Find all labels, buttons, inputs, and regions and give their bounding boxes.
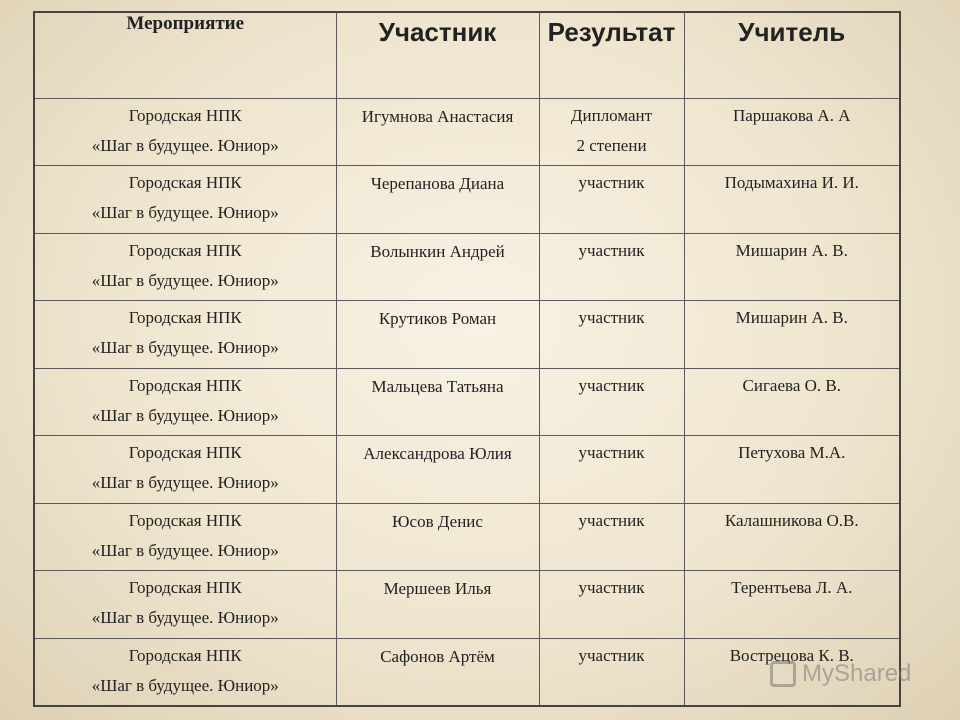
event-cell: [34, 301, 336, 369]
event-cell-text: «Шаг в будущее. Юниор»: [91, 473, 279, 492]
event-cell-text: Городская НПК: [128, 443, 242, 462]
event-cell: [34, 503, 336, 571]
event-cell-text: «Шаг в будущее. Юниор»: [91, 203, 279, 222]
myshared-logo-icon: [770, 661, 796, 687]
result-cell: [539, 571, 684, 639]
header-result: Результат: [539, 12, 684, 98]
participant-cell-text: Мершеев Илья: [383, 579, 492, 598]
header-row: [34, 12, 900, 98]
result-cell-text: 2 степени: [576, 135, 647, 155]
table-row: [34, 166, 900, 234]
event-cell-text: «Шаг в будущее. Юниор»: [91, 540, 279, 560]
result-cell: [539, 301, 684, 369]
result-cell-text: Дипломант: [570, 105, 653, 125]
event-cell-text: «Шаг в будущее. Юниор»: [91, 608, 279, 627]
teacher-cell-text: Паршакова А. А: [732, 105, 851, 125]
event-cell-text: Городская НПК: [128, 240, 242, 260]
teacher-cell-text: Вострецова К. В.: [729, 645, 854, 665]
result-cell-text: участник: [578, 308, 645, 327]
result-cell: [539, 436, 684, 504]
event-cell: [34, 98, 336, 166]
participant-cell: [336, 301, 539, 369]
header-teacher: Учитель: [684, 12, 900, 98]
teacher-cell-text: Сигаева О. В.: [742, 375, 841, 395]
results-table: [33, 11, 901, 707]
table-row: [34, 436, 900, 504]
teacher-cell-text: Терентьева Л. А.: [731, 578, 853, 597]
result-cell: [539, 503, 684, 571]
table-row: [34, 368, 900, 436]
event-cell: [34, 166, 336, 234]
result-cell-text: участник: [578, 173, 645, 192]
teacher-cell: [684, 301, 900, 369]
event-cell-text: «Шаг в будущее. Юниор»: [91, 675, 279, 695]
result-cell: [539, 233, 684, 301]
participant-cell: [336, 368, 539, 436]
participant-cell: [336, 233, 539, 301]
participant-cell-text: Сафонов Артём: [380, 646, 495, 666]
event-cell: [34, 638, 336, 706]
event-cell-text: Городская НПК: [128, 308, 242, 327]
participant-cell: [336, 503, 539, 571]
event-cell-text: Городская НПК: [128, 173, 242, 192]
event-cell-text: «Шаг в будущее. Юниор»: [91, 135, 279, 155]
participant-cell-text: Игумнова Анастасия: [361, 106, 514, 126]
result-cell-text: участник: [578, 510, 645, 530]
event-cell-text: Городская НПК: [128, 645, 242, 665]
event-cell-text: Городская НПК: [128, 105, 242, 125]
result-cell-text: участник: [578, 375, 645, 395]
event-cell: [34, 368, 336, 436]
teacher-cell-text: Подымахина И. И.: [724, 173, 859, 192]
result-cell-text: участник: [578, 443, 645, 462]
event-cell-text: «Шаг в будущее. Юниор»: [91, 270, 279, 290]
header-event: Мероприятие: [34, 12, 336, 98]
header-participant: Участник: [336, 12, 539, 98]
participant-cell: [336, 166, 539, 234]
table-row: [34, 301, 900, 369]
table-row: [34, 233, 900, 301]
participant-cell: [336, 571, 539, 639]
table-row: [34, 98, 900, 166]
participant-cell: [336, 98, 539, 166]
teacher-cell: [684, 98, 900, 166]
event-cell: [34, 436, 336, 504]
participant-cell-text: Мальцева Татьяна: [371, 376, 504, 396]
event-cell-text: «Шаг в будущее. Юниор»: [91, 338, 279, 357]
event-cell-text: Городская НПК: [128, 578, 242, 597]
result-cell: [539, 638, 684, 706]
teacher-cell-text: Мишарин А. В.: [735, 240, 848, 260]
participant-cell: [336, 436, 539, 504]
participant-cell-text: Юсов Денис: [392, 511, 483, 531]
event-cell: [34, 571, 336, 639]
watermark-text: MyShared: [802, 660, 912, 687]
table-row: [34, 571, 900, 639]
teacher-cell: [684, 368, 900, 436]
event-cell: [34, 233, 336, 301]
teacher-cell: [684, 166, 900, 234]
teacher-cell-text: Калашникова О.В.: [724, 510, 859, 530]
result-cell-text: участник: [578, 645, 645, 665]
watermark: [770, 660, 911, 688]
teacher-cell: [684, 503, 900, 571]
teacher-cell-text: Мишарин А. В.: [735, 308, 848, 327]
participant-cell-text: Черепанова Диана: [370, 174, 505, 193]
result-cell: [539, 368, 684, 436]
participant-cell-text: Волынкин Андрей: [370, 241, 505, 261]
participant-cell: [336, 638, 539, 706]
result-cell-text: участник: [578, 578, 645, 597]
teacher-cell: [684, 571, 900, 639]
table-row: [34, 503, 900, 571]
participant-cell-text: Крутиков Роман: [378, 309, 497, 328]
teacher-cell-text: Петухова М.А.: [738, 443, 846, 462]
table-body: [34, 98, 900, 706]
result-cell: [539, 98, 684, 166]
result-cell-text: участник: [578, 240, 645, 260]
participant-cell-text: Александрова Юлия: [363, 444, 512, 463]
teacher-cell: [684, 436, 900, 504]
event-cell-text: «Шаг в будущее. Юниор»: [91, 405, 279, 425]
teacher-cell: [684, 233, 900, 301]
result-cell: [539, 166, 684, 234]
event-cell-text: Городская НПК: [128, 510, 242, 530]
event-cell-text: Городская НПК: [128, 375, 242, 395]
